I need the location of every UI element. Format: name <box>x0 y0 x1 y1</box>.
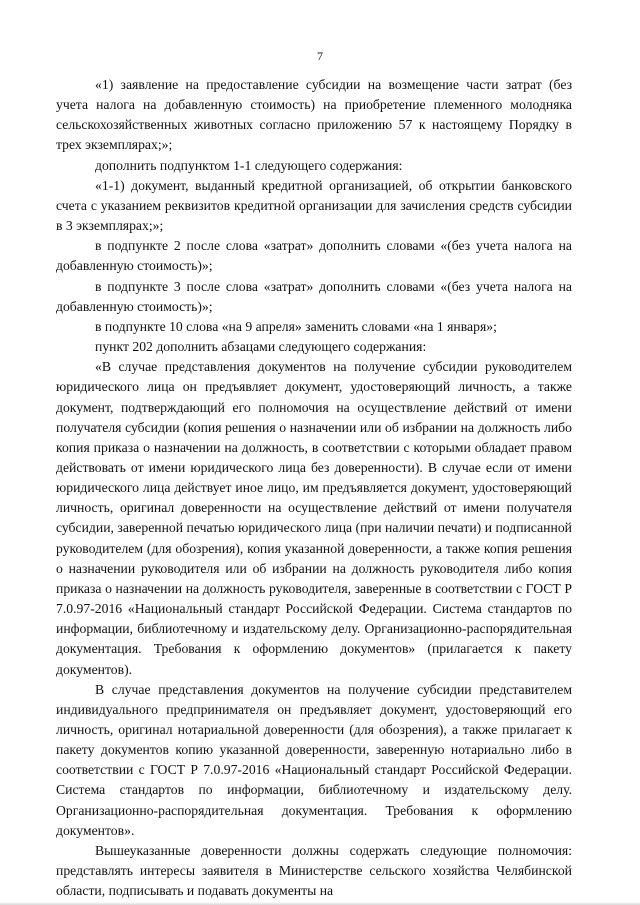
paragraph-subitem-3: в подпункте 3 после слова «затрат» дополнить словами «(без учета налога на добавленную стоимость)»; <box>56 278 572 314</box>
paragraph-item-202: пункт 202 дополнить абзацами следующего содержания: <box>95 339 427 355</box>
paragraph-legal-entity: «В случае представления документов на получение субсидии руководителем юридического лица он предъявляет документ, удостоверяющий личность, а также документ, подтверждающий его полномочия на осуществление действий от имени получателя субсидии (копия решения о назначении или об избрании на должность либо копия приказа о назначении на должность, в соответствии с которыми обладает правом действовать от имени юридического лица без доверенности). В случае если от имени юридического лица действует иное лицо, им предъявляется документ, удостоверяющий личность, оригинал доверенности на осуществление действий от имени получателя субсидии, заверенной печатью юридического лица (при наличии печати) и подписанной руководителем (для обозрения), копия указанной доверенности, а также копия решения о назначении руководителя или об избрании на должность руководителя либо копия приказа о назначении на должность руководителя, заверенные в соответствии с ГОСТ Р 7.0.97-2016 «Национальный стандарт Российской Федерации. Система стандартов по информации, библиотечному и издательскому делу. Организационно-распорядительная документация. Требования к оформлению документов» (прилагается к пакету документов). <box>56 359 572 677</box>
page-number: 7 <box>317 49 323 63</box>
paragraph-add-subitem: дополнить подпунктом 1-1 следующего содержания: <box>95 157 403 173</box>
paragraph-subitem-2: в подпункте 2 после слова «затрат» дополнить словами «(без учета налога на добавленную стоимость)»; <box>56 238 572 274</box>
paragraph-powers: Вышеуказанные доверенности должны содержать следующие полномочия: представлять интересы заявителя в Министерстве сельского хозяйства Челябинской области, подписывать и подавать документы на <box>56 842 572 899</box>
paragraph-subitem-10: в подпункте 10 слова «на 9 апреля» заменить словами «на 1 января»; <box>95 318 497 334</box>
paragraph-entrepreneur: В случае представления документов на получение субсидии представителем индивидуального предпринимателя он предъявляет документ, удостоверяющий его личность, оригинал нотариальной доверенности (для обозрения), а также прилагает к пакету документов копию указанной доверенности, заверенную нотариально либо в соответствии с ГОСТ Р 7.0.97-2016 «Национальный стандарт Российской Федерации. Система стандартов по информации, библиотечному и издательскому делу. Организационно-распорядительная документация. Требования к оформлению документов». <box>56 681 572 838</box>
document-body <box>56 75 572 901</box>
paragraph-subitem-1-1: «1-1) документ, выданный кредитной организацией, об открытии банковского счета с указанием реквизитов кредитной организации для зачисления средств субсидии в 3 экземплярах;»; <box>56 177 572 234</box>
paragraph-subitem-1: «1) заявление на предоставление субсидии на возмещение части затрат (без учета налога на добавленную стоимость) на приобретение племенного молодняка сельскохозяйственных животных согласно приложению 57 к настоящему Порядку в трех экземплярах;»; <box>56 77 572 153</box>
